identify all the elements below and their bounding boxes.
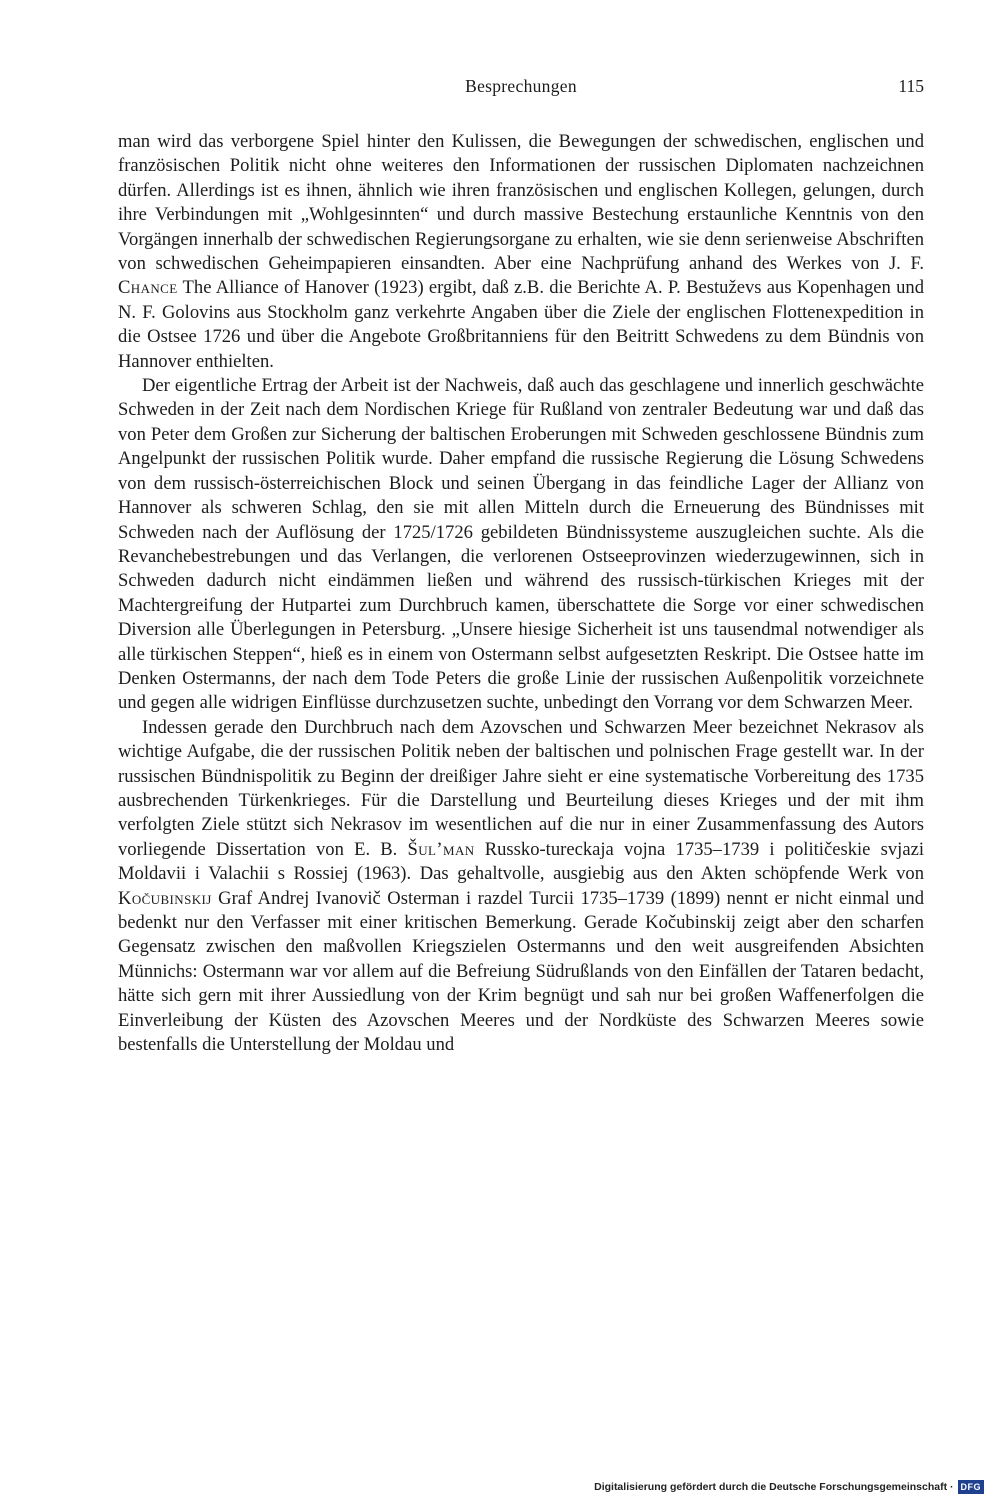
digitization-banner — [594, 1478, 984, 1496]
dfg-logo: DFG — [958, 1480, 985, 1494]
text-run: man wird das verborgene Spiel hinter den Kulissen, die Bewegungen der schwedischen, englischen und französischen Politik nicht ohne weiteres den Informationen der russischen Diplomaten nachzeichnen dürfen. Allerdings ist es ihnen, ähnlich wie ihren französischen und englischen Kollegen, gelungen, durch ihre Verbindungen mit „Wohlgesinnten“ und durch massive Bestechung erstaunliche Kenntnis von den Vorgängen innerhalb der schwedischen Regierungsorgane zu erhalten, wie sie denn serienweise Abschriften von schwedischen Geheimpapieren einsandten. Aber eine Nachprüfung anhand des Werkes von J. F. — [118, 131, 924, 275]
paragraph — [118, 374, 924, 716]
author-name: Kočubinskij — [118, 887, 212, 909]
body-text — [118, 130, 924, 1057]
page-number: 115 — [898, 76, 924, 96]
text-run: Der eigentliche Ertrag der Arbeit ist der Nachweis, daß auch das geschlagene und innerlich geschwächte Schweden in der Zeit nach dem Nordischen Kriege für Rußland von zentraler Bedeutung war und daß das von Peter dem Großen zur Sicherung der baltischen Eroberungen mit Schweden geschlossene Bündnis zum Angelpunkt der russischen Politik wurde. Daher empfand die russische Regierung die Lösung Schwedens von dem russisch-österreichischen Block und seinen Übergang in das feindliche Lager der Allianz von Hannover als schweren Schlag, den sie mit allen Mitteln durch die Erneuerung des Bündnisses mit Schweden nach der Auflösung der 1725/1726 gebildeten Bündnissysteme auszugleichen suchte. Als die Revanchebestrebungen und das Verlangen, die verlorenen Ostseeprovinzen wiederzugewinnen, sich in Schweden dadurch nicht eindämmen ließen und während des russisch-türkischen Krieges mit der Machtergreifung der Hutpartei zum Durchbruch kamen, überschattete die Sorge vor einer schwedischen Diversion alle Überlegungen in Petersburg. „Unsere hiesige Sicherheit ist uns tausendmal notwendiger als alle türkischen Steppen“, hieß es in einem von Ostermann selbst aufgesetzten Reskript. Die Ostsee hatte im Denken Ostermanns, der nach dem Tode Peters die große Linie der russischen Außenpolitik vorzeichnete und gegen alle widrigen Einflüsse durchzusetzen suchte, unbedingt den Vorrang vor dem Schwarzen Meer. — [118, 375, 924, 714]
paragraph — [118, 130, 924, 374]
text-run: The Alliance of Hanover (1923) ergibt, daß z.B. die Berichte A. P. Bestuževs aus Kopenhagen und N. F. Golovins aus Stockholm ganz verkehrte Angaben über die Ziele der englischen Flottenexpedition in die Ostsee 1726 und über die Angebote Großbritanniens für den Beitritt Schwedens zu dem Bündnis von Hannover enthielten. — [118, 277, 924, 372]
text-run: Indessen gerade den Durchbruch nach dem Azovschen und Schwarzen Meer bezeichnet Nekrasov als wichtige Aufgabe, die der russischen Politik neben der baltischen und polnischen Frage gestellt war. In der russischen Bündnispolitik zu Beginn der dreißiger Jahre sieht er eine systematische Vorbereitung des 1735 ausbrechenden Türkenkrieges. Für die Darstellung und Beurteilung dieses Krieges und der mit ihm verfolgten Ziele stützt sich Nekrasov im wesentlichen auf die nur in einer Zusammenfassung des Autors vorliegende Dissertation von E. B. — [118, 716, 924, 860]
author-name: Chance — [118, 277, 178, 299]
author-name: Šul’man — [407, 838, 475, 860]
paragraph — [118, 716, 924, 1058]
page-header — [118, 76, 924, 102]
digitization-note: Digitalisierung gefördert durch die Deutsche Forschungsgemeinschaft · — [594, 1481, 954, 1493]
running-head: Besprechungen — [465, 76, 577, 96]
text-run: Graf Andrej Ivanovič Osterman i razdel Turcii 1735–1739 (1899) nennt er nicht einmal und bedenkt nur den Verfasser mit einer kritischen Bemerkung. Gerade Kočubinskij zeigt aber den scharfen Gegensatz zwischen den maßvollen Kriegszielen Ostermanns und den weit ausgreifenden Absichten Münnichs: Ostermann war vor allem auf die Befreiung Südrußlands von den Einfällen der Tataren bedacht, hätte sich gern mit ihrer Aussiedlung von der Krim begnügt und sah nur bei großen Waffenerfolgen die Einverleibung der Küsten des Azovschen Meeres und der Nordküste des Schwarzen Meeres sowie bestenfalls die Unterstellung der Moldau und — [118, 887, 924, 1056]
text-run: Russko-tureckaja vojna 1735–1739 i političeskie svjazi Moldavii i Valachii s Rossiej (1963). Das gehaltvolle, ausgiebig aus den Akten schöpfende Werk von — [118, 838, 924, 885]
